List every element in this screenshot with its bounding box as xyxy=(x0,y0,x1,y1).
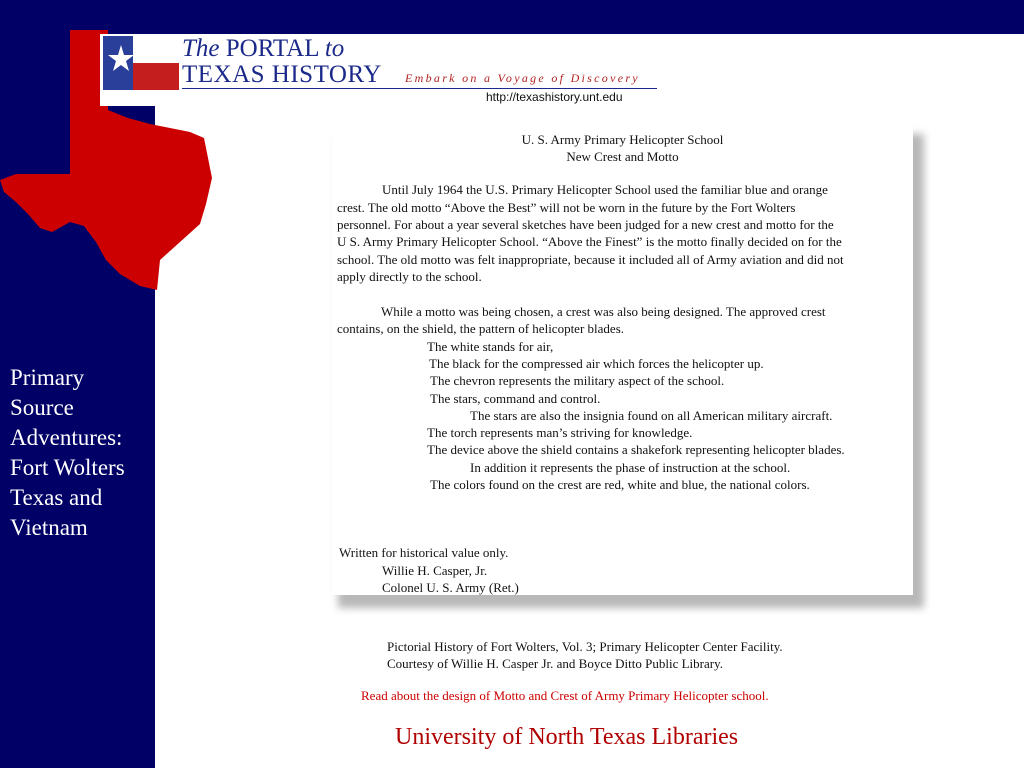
document-line: The colors found on the crest are red, white and blue, the national colors. xyxy=(430,477,810,492)
document-line: school. The old motto was felt inappropriate, because it included all of Army aviation and did not xyxy=(337,252,844,267)
texas-history-title: TEXAS HISTORY xyxy=(182,61,382,88)
sidebar-title-line: Vietnam xyxy=(10,515,88,540)
document-line: In addition it represents the phase of instruction at the school. xyxy=(470,460,791,475)
document-line: apply directly to the school. xyxy=(337,269,482,284)
document-line: crest. The old motto “Above the Best” will not be worn in the future by the Fort Wolters xyxy=(337,200,796,215)
document-line: personnel. For about a year several sketches have been judged for a new crest and motto for the xyxy=(337,217,834,232)
sidebar-title-line: Source xyxy=(10,395,74,420)
sidebar-title-line: Texas and xyxy=(10,485,103,510)
portal-title: The PORTAL to xyxy=(182,35,345,62)
document-line: The device above the shield contains a shakefork representing helicopter blades. xyxy=(427,442,845,457)
document-line: The chevron represents the military aspect of the school. xyxy=(430,373,725,388)
banner-divider xyxy=(182,88,657,89)
document-line: Colonel U. S. Army (Ret.) xyxy=(382,580,519,595)
sidebar-title xyxy=(10,363,160,543)
document-line: While a motto was being chosen, a crest was also being designed. The approved crest xyxy=(381,304,826,319)
sidebar-title-line: Fort Wolters xyxy=(10,455,125,480)
sidebar-title-line: Primary xyxy=(10,365,85,390)
footer-unt-libraries[interactable]: University of North Texas Libraries xyxy=(395,724,739,750)
document-line: contains, on the shield, the pattern of helicopter blades. xyxy=(337,321,624,336)
portal-url[interactable]: http://texashistory.unt.edu xyxy=(486,90,623,104)
image-caption xyxy=(387,638,783,672)
document-subheading: New Crest and Motto xyxy=(566,149,679,164)
read-about-link[interactable]: Read about the design of Motto and Crest of Army Primary Helicopter school. xyxy=(361,688,769,703)
document-line: Until July 1964 the U.S. Primary Helicopter School used the familiar blue and orange xyxy=(382,182,828,197)
sidebar-title-line: Adventures: xyxy=(10,425,123,450)
document-line: The stars are also the insignia found on all American military aircraft. xyxy=(470,408,833,423)
portal-tagline: Embark on a Voyage of Discovery xyxy=(405,71,640,85)
document-line: Written for historical value only. xyxy=(339,545,509,560)
document-line: The torch represents man’s striving for knowledge. xyxy=(427,425,693,440)
document-line: The white stands for air, xyxy=(427,339,554,354)
portal-banner[interactable] xyxy=(100,34,660,106)
texas-flag-icon xyxy=(103,36,179,90)
document-line: The black for the compressed air which forces the helicopter up. xyxy=(429,356,764,371)
document-heading: U. S. Army Primary Helicopter School xyxy=(521,132,724,147)
document-image xyxy=(332,127,913,595)
document-line: Willie H. Casper, Jr. xyxy=(382,563,488,578)
document-line: U S. Army Primary Helicopter School. “Above the Finest” is the motto finally decided on for the xyxy=(337,234,842,249)
document-line: The stars, command and control. xyxy=(430,391,601,406)
caption-line: Pictorial History of Fort Wolters, Vol. 3; Primary Helicopter Center Facility. xyxy=(387,639,783,654)
caption-line: Courtesy of Willie H. Casper Jr. and Boyce Ditto Public Library. xyxy=(387,656,723,671)
